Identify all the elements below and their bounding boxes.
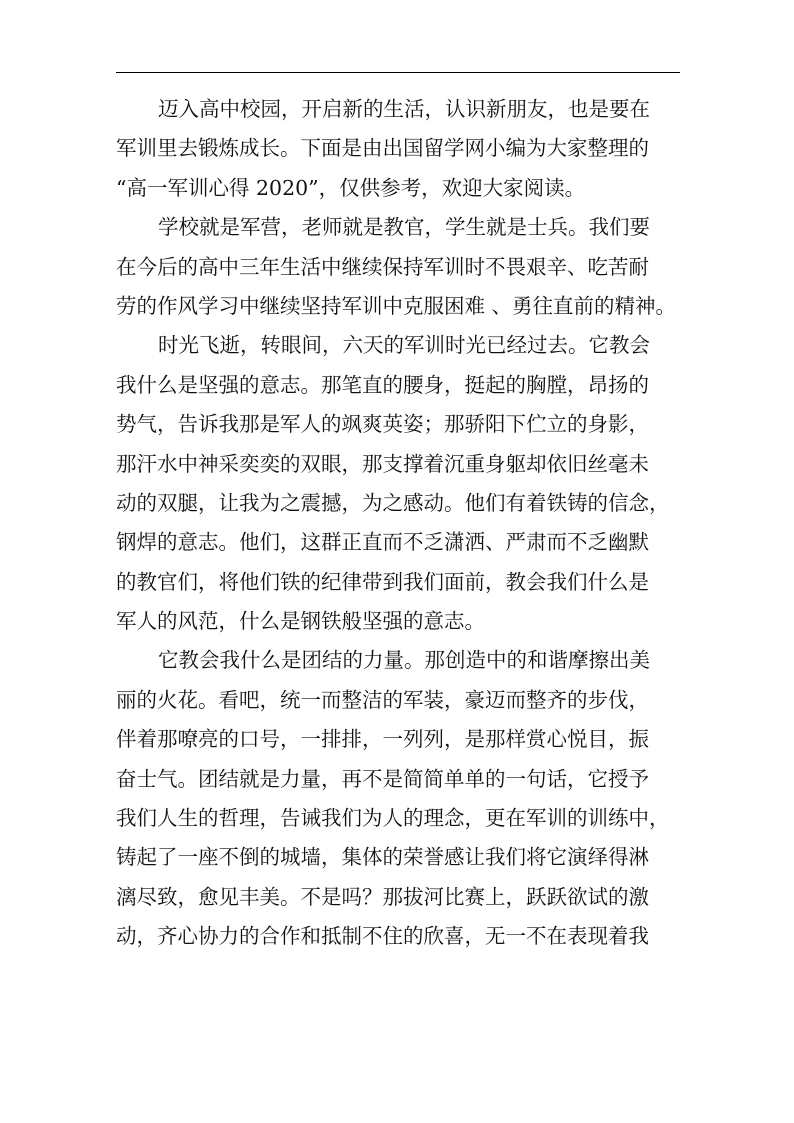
- header-rule: [116, 72, 680, 73]
- paragraph-line: 铸起了一座不倒的城墙，集体的荣誉感让我们将它演绎得淋: [116, 845, 649, 870]
- paragraph-line: 时光飞逝，转眼间，六天的军训时光已经过去。它教会: [158, 333, 650, 358]
- paragraph-line: 丽的火花。看吧，统一而整洁的军装，豪迈而整齐的步伐，: [116, 687, 649, 712]
- paragraph-line: 我们人生的哲理，告诫我们为人的理念，更在军训的训练中，: [116, 806, 670, 831]
- paragraph-line: 军人的风范，什么是钢铁般坚强的意志。: [116, 609, 485, 634]
- paragraph-line: 我什么是坚强的意志。那笔直的腰身，挺起的胸膛，昂扬的: [116, 372, 649, 397]
- paragraph-line: 动的双腿，让我为之震撼，为之感动。他们有着铁铸的信念，: [116, 490, 670, 515]
- paragraph-line: 伴着那嘹亮的口号，一排排，一列列，是那样赏心悦目，振: [116, 727, 649, 752]
- paragraph-line: “高一军训心得 2020”，仅供参考，欢迎大家阅读。: [116, 175, 586, 200]
- paragraph-line: 它教会我什么是团结的力量。那创造中的和谐摩擦出美: [158, 648, 650, 673]
- paragraph-line: 军训里去锻炼成长。下面是由出国留学网小编为大家整理的: [116, 136, 649, 161]
- paragraph-line: 漓尽致，愈见丰美。不是吗？那拔河比赛上，跃跃欲试的激: [116, 884, 649, 909]
- paragraph-line: 在今后的高中三年生活中继续保持军训时不畏艰辛、吃苦耐: [116, 254, 649, 279]
- paragraph-line: 的教官们，将他们铁的纪律带到我们面前，教会我们什么是: [116, 569, 649, 594]
- paragraph-line: 势气，告诉我那是军人的飒爽英姿；那骄阳下伫立的身影，: [116, 412, 649, 437]
- paragraph-line: 劳的作风学习中继续坚持军训中克服困难 、勇往直前的精神。: [116, 293, 677, 318]
- paragraph-line: 奋士气。团结就是力量，再不是简简单单的一句话，它授予: [116, 766, 649, 791]
- paragraph-line: 学校就是军营，老师就是教官，学生就是士兵。我们要: [158, 215, 650, 240]
- paragraph-line: 那汗水中神采奕奕的双眼，那支撑着沉重身躯却依旧丝毫未: [116, 451, 649, 476]
- paragraph-line: 动，齐心协力的合作和抵制不住的欣喜，无一不在表现着我: [116, 924, 649, 949]
- paragraph-line: 迈入高中校园，开启新的生活，认识新朋友，也是要在: [158, 97, 650, 121]
- paragraph-line: 钢焊的意志。他们，这群正直而不乏潇洒、严肃而不乏幽默: [116, 530, 649, 555]
- document-body: [116, 90, 682, 957]
